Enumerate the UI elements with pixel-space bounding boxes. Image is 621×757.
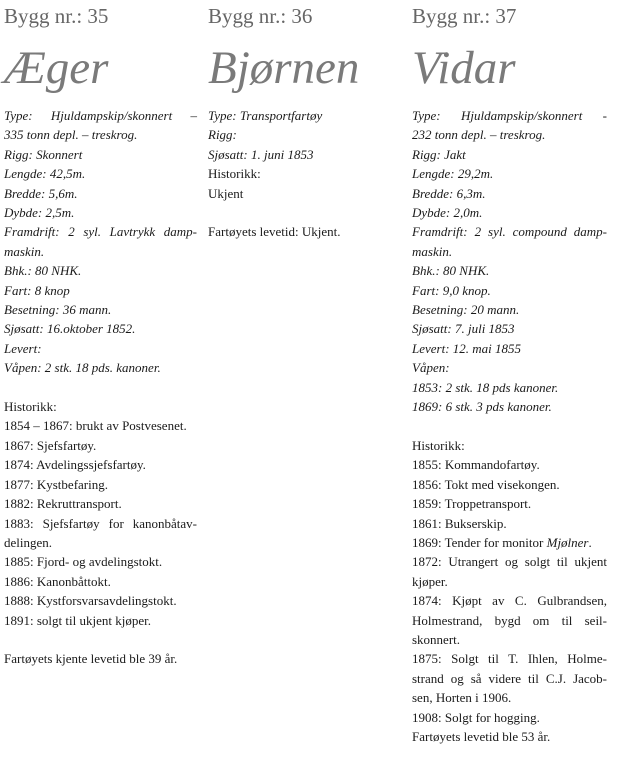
blank-line	[4, 630, 197, 649]
ship-name: Vidar	[412, 42, 516, 94]
text-line: 1859: Troppetransport.	[412, 496, 532, 512]
text-line: Rigg:	[208, 127, 237, 143]
text-line: 1853: 2 stk. 18 pds kanoner.	[412, 379, 559, 395]
text-line: 1856: Tokt med visekongen.	[412, 476, 560, 492]
text-line: Holmestrand, bygd om til seil-	[412, 612, 607, 628]
text-line: 232 tonn depl. – treskrog.	[412, 127, 546, 143]
text-line: Dybde: 2,0m.	[412, 205, 483, 221]
text-line: 1883: Sjefsfartøy for kanonbåtav-	[4, 515, 197, 531]
text-line: Lengde: 42,5m.	[4, 166, 86, 182]
text-line: 1891: solgt til ukjent kjøper.	[4, 612, 151, 628]
text-line: Fartøyets levetid: Ukjent.	[208, 224, 341, 240]
text-line: Bredde: 5,6m.	[4, 185, 78, 201]
text-line: Bhk.: 80 NHK.	[412, 263, 490, 279]
text-line: Fart: 8 knop	[4, 282, 70, 298]
text-line: Levert: 12. mai 1855	[412, 340, 522, 356]
ship-details	[208, 106, 398, 242]
text-line: 1874: Kjøpt av C. Gulbrandsen,	[412, 593, 607, 609]
text-line: Sjøsatt: 16.oktober 1852.	[4, 321, 136, 337]
text-line: 1861: Bukserskip.	[412, 515, 507, 531]
ship-name: Bjørnen	[208, 42, 360, 94]
text-line: Historikk:	[412, 437, 465, 453]
text-line: Besetning: 36 mann.	[4, 302, 112, 318]
text-line: maskin.	[412, 243, 453, 259]
text-line: Fartøyets levetid ble 53 år.	[412, 728, 551, 744]
text-line: Sjøsatt: 1. juni 1853	[208, 146, 314, 162]
text-line: 1867: Sjefsfartøy.	[4, 437, 97, 453]
text-line: 335 tonn depl. – treskrog.	[4, 127, 138, 143]
text-line: kjøper.	[412, 573, 448, 589]
ship-name-reference: Mjølner	[546, 534, 589, 550]
text-line: 1877: Kystbefaring.	[4, 476, 108, 492]
text-line: Våpen: 2 stk. 18 pds. kanoner.	[4, 360, 161, 376]
text-line: Besetning: 20 mann.	[412, 302, 520, 318]
text-line: Levert:	[4, 340, 42, 356]
text-line: Våpen:	[412, 360, 450, 376]
text-line: Bhk.: 80 NHK.	[4, 263, 82, 279]
text-line: Lengde: 29,2m.	[412, 166, 494, 182]
text-line: Fart: 9,0 knop.	[412, 282, 491, 298]
text-line: 1875: Solgt til T. Ihlen, Holme-	[412, 651, 607, 667]
text-line: Type: Transportfartøy	[208, 108, 323, 123]
text-line: Type: Hjuldampskip/skonnert –	[4, 108, 197, 123]
text-line: 1855: Kommandofartøy.	[412, 457, 540, 473]
text-line: skonnert.	[412, 631, 461, 647]
text-line: 1885: Fjord- og avdelingstokt.	[4, 554, 163, 570]
blank-line	[208, 203, 398, 222]
line-tail: .	[588, 534, 592, 550]
text-line: Bredde: 6,3m.	[412, 185, 486, 201]
text-line: strand og så videre til C.J. Jacob-	[412, 670, 607, 686]
text-line: 1888: Kystforsvarsavdelingstokt.	[4, 593, 177, 609]
text-line: Fartøyets kjente levetid ble 39 år.	[4, 651, 178, 667]
text-line: Type: Hjuldampskip/skonnert -	[412, 108, 607, 123]
text-line: sen, Horten i 1906.	[412, 690, 512, 706]
text-line: 1869: 6 stk. 3 pds kanoner.	[412, 399, 552, 415]
ship-details	[4, 106, 197, 669]
build-number: Bygg nr.: 37	[412, 4, 517, 28]
text-line: Rigg: Jakt	[412, 146, 466, 162]
text-line: 1869: Tender for monitor Mjølner.	[412, 534, 592, 550]
text-line: 1874: Avdelingssjefsfartøy.	[4, 457, 146, 473]
text-line: Historikk:	[4, 399, 57, 415]
text-line: Dybde: 2,5m.	[4, 205, 75, 221]
text-line: Ukjent	[208, 185, 244, 201]
text-line: 1872: Utrangert og solgt til ukjent	[412, 554, 607, 570]
build-number: Bygg nr.: 36	[208, 4, 313, 28]
text-line: 1886: Kanonbåttokt.	[4, 573, 111, 589]
ship-details	[412, 106, 607, 746]
blank-line	[412, 417, 607, 436]
ship-name: Æger	[4, 42, 109, 94]
blank-line	[4, 378, 197, 397]
text-line: Rigg: Skonnert	[4, 146, 83, 162]
text-line: maskin.	[4, 243, 45, 259]
text-line: 1908: Solgt for hogging.	[412, 709, 540, 725]
text-line: 1854 – 1867: brukt av Postvesenet.	[4, 418, 187, 434]
text-line: Framdrift: 2 syl. compound damp-	[412, 224, 607, 240]
text-line: 1882: Rekruttransport.	[4, 496, 122, 512]
text-line: Historikk:	[208, 166, 261, 182]
build-number: Bygg nr.: 35	[4, 4, 109, 28]
text-line: delingen.	[4, 534, 53, 550]
text-line: Sjøsatt: 7. juli 1853	[412, 321, 515, 337]
text-line: Framdrift: 2 syl. Lavtrykk damp-	[4, 224, 197, 240]
